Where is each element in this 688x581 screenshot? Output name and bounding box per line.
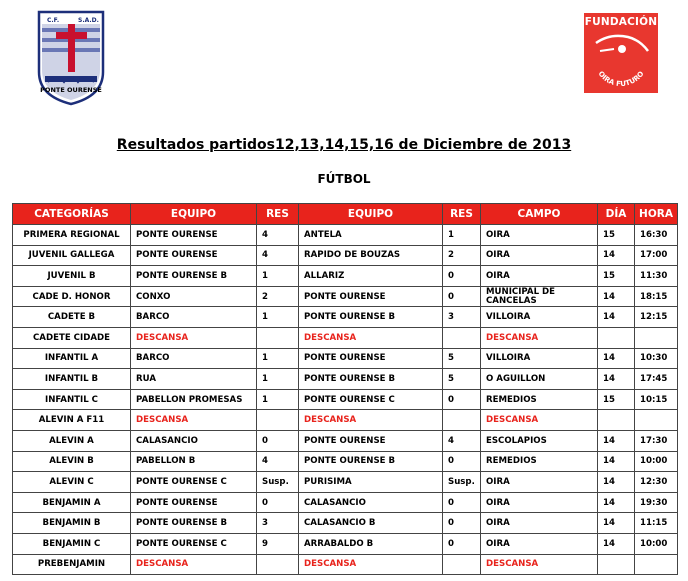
cell-away-team: DESCANSA bbox=[299, 554, 443, 575]
crest-top-left: C.F. bbox=[47, 17, 60, 24]
cell-category: BENJAMIN B bbox=[13, 513, 131, 534]
table-row bbox=[13, 554, 678, 575]
cell-away-team: CALASANCIO B bbox=[299, 513, 443, 534]
cell-venue: REMEDIOS bbox=[481, 389, 598, 410]
cell-venue: DESCANSA bbox=[481, 410, 598, 431]
cell-home-score: 3 bbox=[257, 513, 299, 534]
cell-away-team: PONTE OURENSE bbox=[299, 286, 443, 307]
table-row bbox=[13, 225, 678, 246]
cell-away-score: 0 bbox=[443, 389, 481, 410]
cell-home-team: DESCANSA bbox=[131, 327, 257, 348]
cell-home-score: 4 bbox=[257, 245, 299, 266]
cell-home-team: PONTE OURENSE B bbox=[131, 513, 257, 534]
cell-day: 14 bbox=[598, 307, 635, 328]
table-row bbox=[13, 492, 678, 513]
foundation-logo-line1: FUNDACIÓN bbox=[584, 16, 658, 28]
cell-home-score: 2 bbox=[257, 286, 299, 307]
cell-day bbox=[598, 327, 635, 348]
cell-home-team: PONTE OURENSE bbox=[131, 492, 257, 513]
cell-time: 17:00 bbox=[635, 245, 678, 266]
cell-venue: DESCANSA bbox=[481, 327, 598, 348]
cell-away-team: PONTE OURENSE bbox=[299, 430, 443, 451]
cell-time bbox=[635, 554, 678, 575]
cell-away-score: 0 bbox=[443, 286, 481, 307]
cell-venue: MUNICIPAL DE CANCELAS bbox=[481, 286, 598, 307]
cell-home-score: 1 bbox=[257, 266, 299, 287]
table-header-row bbox=[13, 204, 678, 225]
cell-home-team: PABELLON PROMESAS bbox=[131, 389, 257, 410]
cell-home-score: 9 bbox=[257, 533, 299, 554]
table-row bbox=[13, 410, 678, 431]
table-row bbox=[13, 369, 678, 390]
cell-away-team: ALLARIZ bbox=[299, 266, 443, 287]
cell-away-team: DESCANSA bbox=[299, 410, 443, 431]
cell-day: 15 bbox=[598, 266, 635, 287]
cell-time: 10:15 bbox=[635, 389, 678, 410]
cell-venue: VILLOIRA bbox=[481, 348, 598, 369]
cell-category: ALEVIN A bbox=[13, 430, 131, 451]
cell-time: 19:30 bbox=[635, 492, 678, 513]
cell-home-score: 1 bbox=[257, 389, 299, 410]
cell-away-team: DESCANSA bbox=[299, 327, 443, 348]
column-header-home-team: EQUIPO bbox=[131, 204, 257, 225]
cell-category: CADETE B bbox=[13, 307, 131, 328]
cell-day: 14 bbox=[598, 492, 635, 513]
table-row bbox=[13, 389, 678, 410]
cell-home-team: BARCO bbox=[131, 307, 257, 328]
cell-day: 15 bbox=[598, 389, 635, 410]
cell-time: 17:30 bbox=[635, 430, 678, 451]
document-title: Resultados partidos12,13,14,15,16 de Diciembre de 2013 bbox=[116, 137, 572, 153]
table-row bbox=[13, 266, 678, 287]
cell-time: 12:30 bbox=[635, 472, 678, 493]
column-header-category: CATEGORÍAS bbox=[13, 204, 131, 225]
cell-venue: OIRA bbox=[481, 245, 598, 266]
cell-home-team: PONTE OURENSE C bbox=[131, 472, 257, 493]
cell-category: ALEVIN B bbox=[13, 451, 131, 472]
football-icon bbox=[584, 13, 658, 93]
table-row bbox=[13, 430, 678, 451]
cell-away-score: 0 bbox=[443, 451, 481, 472]
cell-category: BENJAMIN A bbox=[13, 492, 131, 513]
cell-away-team: ANTELA bbox=[299, 225, 443, 246]
cell-venue: OIRA bbox=[481, 513, 598, 534]
cell-away-score: 2 bbox=[443, 245, 481, 266]
table-row bbox=[13, 472, 678, 493]
column-header-day: DÍA bbox=[598, 204, 635, 225]
cell-day bbox=[598, 410, 635, 431]
cell-category: JUVENIL B bbox=[13, 266, 131, 287]
column-header-away-team: EQUIPO bbox=[299, 204, 443, 225]
cell-away-score: 1 bbox=[443, 225, 481, 246]
cell-day: 14 bbox=[598, 245, 635, 266]
cell-away-score: 4 bbox=[443, 430, 481, 451]
cell-home-score: 0 bbox=[257, 430, 299, 451]
cell-away-team: PONTE OURENSE B bbox=[299, 307, 443, 328]
cell-away-score: 0 bbox=[443, 492, 481, 513]
foundation-logo bbox=[584, 13, 658, 93]
cell-day: 14 bbox=[598, 286, 635, 307]
cell-home-score: 1 bbox=[257, 348, 299, 369]
cell-away-score bbox=[443, 554, 481, 575]
cell-home-score bbox=[257, 554, 299, 575]
cell-away-score: 0 bbox=[443, 533, 481, 554]
table-row bbox=[13, 451, 678, 472]
cell-away-team: PONTE OURENSE C bbox=[299, 389, 443, 410]
cell-day: 14 bbox=[598, 451, 635, 472]
cell-away-score bbox=[443, 410, 481, 431]
results-table bbox=[12, 203, 678, 575]
cell-day: 14 bbox=[598, 533, 635, 554]
table-row bbox=[13, 327, 678, 348]
cell-day bbox=[598, 554, 635, 575]
cell-venue: VILLOIRA bbox=[481, 307, 598, 328]
cell-home-team: PONTE OURENSE C bbox=[131, 533, 257, 554]
cell-home-score: Susp. bbox=[257, 472, 299, 493]
cell-time: 10:00 bbox=[635, 533, 678, 554]
cell-home-team: PONTE OURENSE B bbox=[131, 266, 257, 287]
cell-home-score: 0 bbox=[257, 492, 299, 513]
table-row bbox=[13, 307, 678, 328]
cell-time bbox=[635, 327, 678, 348]
cell-home-team: RUA bbox=[131, 369, 257, 390]
foundation-logo-arc: OIRA FUTURO bbox=[596, 69, 646, 89]
cell-away-team: CALASANCIO bbox=[299, 492, 443, 513]
cell-venue: DESCANSA bbox=[481, 554, 598, 575]
cell-home-team: PONTE OURENSE bbox=[131, 245, 257, 266]
cell-category: ALEVIN C bbox=[13, 472, 131, 493]
cell-away-score: Susp. bbox=[443, 472, 481, 493]
column-header-time: HORA bbox=[635, 204, 678, 225]
cell-away-score bbox=[443, 327, 481, 348]
cell-away-score: 3 bbox=[443, 307, 481, 328]
table-row bbox=[13, 245, 678, 266]
cell-venue: REMEDIOS bbox=[481, 451, 598, 472]
cell-home-team: CALASANCIO bbox=[131, 430, 257, 451]
cell-home-score: 4 bbox=[257, 225, 299, 246]
cell-home-score: 4 bbox=[257, 451, 299, 472]
cell-venue: ESCOLAPIOS bbox=[481, 430, 598, 451]
cell-day: 14 bbox=[598, 513, 635, 534]
cell-time: 10:30 bbox=[635, 348, 678, 369]
crest-top-right: S.A.D. bbox=[78, 17, 99, 24]
cell-away-team: PONTE OURENSE B bbox=[299, 369, 443, 390]
crest-shield-icon bbox=[36, 10, 106, 106]
cell-time: 11:30 bbox=[635, 266, 678, 287]
cell-category: PREBENJAMIN bbox=[13, 554, 131, 575]
cell-category: INFANTIL B bbox=[13, 369, 131, 390]
cell-away-score: 0 bbox=[443, 513, 481, 534]
cell-venue: OIRA bbox=[481, 472, 598, 493]
cell-away-team: PONTE OURENSE bbox=[299, 348, 443, 369]
cell-away-team: PURISIMA bbox=[299, 472, 443, 493]
cell-category: CADETE CIDADE bbox=[13, 327, 131, 348]
column-header-away-score: RES bbox=[443, 204, 481, 225]
cell-time: 18:15 bbox=[635, 286, 678, 307]
cell-away-score: 0 bbox=[443, 266, 481, 287]
cell-home-team: PONTE OURENSE bbox=[131, 225, 257, 246]
cell-home-team: DESCANSA bbox=[131, 410, 257, 431]
cell-home-team: PABELLON B bbox=[131, 451, 257, 472]
cell-away-score: 5 bbox=[443, 348, 481, 369]
cell-day: 15 bbox=[598, 225, 635, 246]
cell-away-team: PONTE OURENSE B bbox=[299, 451, 443, 472]
cell-category: ALEVIN A F11 bbox=[13, 410, 131, 431]
svg-text:OIRA FUTURO bbox=[597, 70, 646, 88]
cell-category: PRIMERA REGIONAL bbox=[13, 225, 131, 246]
cell-day: 14 bbox=[598, 430, 635, 451]
cell-away-score: 5 bbox=[443, 369, 481, 390]
club-crest-logo bbox=[36, 10, 106, 106]
table-body bbox=[13, 225, 678, 575]
cell-home-team: CONXO bbox=[131, 286, 257, 307]
cell-venue: OIRA bbox=[481, 533, 598, 554]
cell-venue: OIRA bbox=[481, 225, 598, 246]
cell-category: CADE D. HONOR bbox=[13, 286, 131, 307]
cell-day: 14 bbox=[598, 369, 635, 390]
cell-category: INFANTIL C bbox=[13, 389, 131, 410]
cell-day: 14 bbox=[598, 472, 635, 493]
cell-home-team: DESCANSA bbox=[131, 554, 257, 575]
column-header-home-score: RES bbox=[257, 204, 299, 225]
cell-home-score bbox=[257, 327, 299, 348]
cell-time: 11:15 bbox=[635, 513, 678, 534]
cell-venue: OIRA bbox=[481, 492, 598, 513]
cell-home-score: 1 bbox=[257, 369, 299, 390]
cell-away-team: ARRABALDO B bbox=[299, 533, 443, 554]
table-row bbox=[13, 348, 678, 369]
document-subtitle: FÚTBOL bbox=[317, 172, 371, 186]
cell-time: 10:00 bbox=[635, 451, 678, 472]
cell-day: 14 bbox=[598, 348, 635, 369]
cell-home-team: BARCO bbox=[131, 348, 257, 369]
column-header-venue: CAMPO bbox=[481, 204, 598, 225]
cell-home-score bbox=[257, 410, 299, 431]
table-row bbox=[13, 533, 678, 554]
cell-category: INFANTIL A bbox=[13, 348, 131, 369]
cell-time bbox=[635, 410, 678, 431]
cell-time: 17:45 bbox=[635, 369, 678, 390]
cell-category: BENJAMIN C bbox=[13, 533, 131, 554]
cell-venue: OIRA bbox=[481, 266, 598, 287]
cell-time: 16:30 bbox=[635, 225, 678, 246]
cell-home-score: 1 bbox=[257, 307, 299, 328]
cell-time: 12:15 bbox=[635, 307, 678, 328]
cell-venue: O AGUILLON bbox=[481, 369, 598, 390]
table-row bbox=[13, 286, 678, 307]
table-row bbox=[13, 513, 678, 534]
cell-away-team: RAPIDO DE BOUZAS bbox=[299, 245, 443, 266]
cell-category: JUVENIL GALLEGA bbox=[13, 245, 131, 266]
crest-banner: PONTE OURENSE bbox=[40, 86, 102, 94]
